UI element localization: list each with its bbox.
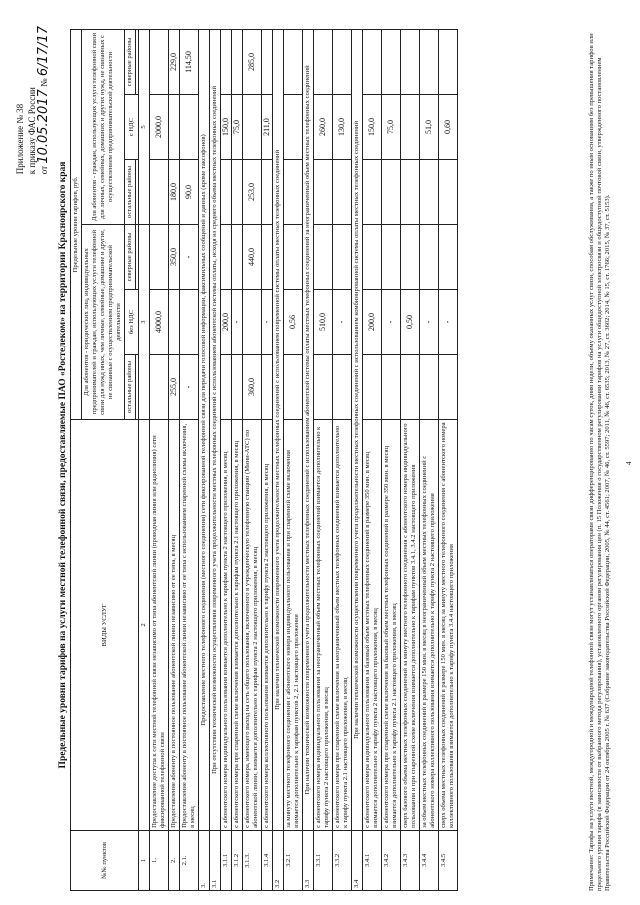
tariff-value bbox=[232, 30, 243, 95]
tariff-value bbox=[180, 290, 199, 355]
tariff-value: 360,0 bbox=[243, 355, 262, 420]
row-number: 3.2 bbox=[273, 830, 284, 890]
tariff-value bbox=[221, 30, 232, 95]
table-row bbox=[401, 30, 420, 891]
tariff-value: 130,0 bbox=[333, 95, 352, 160]
row-service: Предоставление доступа к сети местной телефонной связи независимо от типа абонентской линии (проводная линия или радиолиния) сети фиксированной телефонной связи bbox=[150, 420, 169, 831]
table-row bbox=[352, 30, 363, 891]
tariff-value bbox=[221, 160, 232, 225]
tariff-value bbox=[232, 225, 243, 290]
tariff-value bbox=[439, 225, 458, 290]
tariff-value bbox=[284, 225, 303, 290]
tariff-value bbox=[243, 290, 262, 355]
tariff-value bbox=[333, 225, 352, 290]
footnote: Примечание: Тарифы на услуги местной, междугородной и международной телефонной связи могут устанавливаться операторами связи дифференцированно по часам суток, дням недели, объему оказанных услуг связи, способам обслуживания, а также по иным основаниям без превышения тарифов или предельного уровня тарифа (в зависимости от выбранного метода регулирования), установленного органом регулирования цен (п. 15 Положения о государственном регулировании тарифов на услуги общедоступной электросвязи и общедоступной почтовой связи, утвержденного постановлением Правительства Российской Федерации от 24 октября 2005 г. № 637 (Собрание законодательства Российской Федерации, 2005, № 44, ст. 4561; 2007, № 46, ст. 5597; 2011, № 46, ст. 6535; 2013, № 27, ст. 3602; 2014, № 15, ст. 1766; 2015, № 37, ст. 5153). bbox=[588, 33, 611, 891]
tariff-value: 260,0 bbox=[314, 95, 333, 160]
tariff-value bbox=[333, 355, 352, 420]
order-line bbox=[38, 26, 50, 174]
table-row bbox=[199, 30, 210, 891]
tariff-value: - bbox=[232, 290, 243, 355]
row-service: за минуту местного телефонного соединения с абонентского номера индивидуального пользования и при спаренной схеме включения взимается дополнительно к тарифам пунктов 2, 2.1 настоящего приложения bbox=[284, 420, 303, 831]
tariff-value bbox=[150, 225, 169, 290]
tariff-value bbox=[150, 30, 169, 95]
row-number: 1. bbox=[150, 830, 169, 890]
column-index-row bbox=[139, 30, 150, 891]
row-number: 3.3 bbox=[303, 830, 314, 890]
tariff-value bbox=[262, 225, 273, 290]
tariff-value bbox=[221, 225, 232, 290]
tariff-value bbox=[401, 355, 420, 420]
tariff-value: 2000,0 bbox=[150, 95, 169, 160]
tariff-value: - bbox=[439, 290, 458, 355]
tariff-value bbox=[150, 160, 169, 225]
order-number: 6/17/17 bbox=[36, 26, 51, 77]
tariff-value: 255,0 bbox=[169, 355, 180, 420]
idx-cell: 1 bbox=[139, 830, 150, 890]
tariff-value bbox=[382, 160, 401, 225]
row-number: 3.4.5 bbox=[439, 830, 458, 890]
table-row bbox=[169, 30, 180, 891]
row-number: 3.1 bbox=[210, 830, 221, 890]
tariff-value bbox=[382, 30, 401, 95]
table-row bbox=[363, 30, 382, 891]
tariff-value bbox=[284, 355, 303, 420]
tariff-value bbox=[314, 30, 333, 95]
row-service: с абонентского номера при спаренной схеме включения за базовый объем местных телефонных соединений в размере 350 мин. в месяц взимается дополнительно к тарифу пункта 2.1 настоящего приложения, в месяц bbox=[382, 420, 401, 831]
tariff-value bbox=[363, 160, 382, 225]
tariff-value bbox=[420, 355, 439, 420]
appendix-label: Приложение № 38 bbox=[15, 103, 25, 175]
row-service: сверх объема местных телефонных соединений в размере 150 мин. в месяц за минуту местного телефонного соединения с абонентского номера коллективного пользования взимается дополнительно к тарифу пункта 3.4.4 настоящего приложения bbox=[439, 420, 458, 831]
tariff-value: - bbox=[382, 290, 401, 355]
row-number: 3.1.2 bbox=[232, 830, 243, 890]
tariff-value: - bbox=[262, 290, 273, 355]
row-service: Предоставление абоненту в постоянное пользование абонентской линии независимо от ее типа с использованием спаренной схемы включения, в месяц bbox=[180, 420, 199, 831]
tariff-value bbox=[382, 225, 401, 290]
order-from-label: от bbox=[39, 165, 49, 175]
tariff-value: 510,0 bbox=[314, 290, 333, 355]
col-sub-novat: без НДС bbox=[125, 290, 139, 355]
row-service: с абонентского номера индивидуального пользования за неограниченный объем местных телефонных соединений взимается дополнительно к тарифу пункта 2 настоящего приложения, в месяц bbox=[314, 420, 333, 831]
tariff-value bbox=[401, 225, 420, 290]
col-sub-base-b: остальные районы bbox=[125, 160, 136, 225]
tariff-value bbox=[363, 30, 382, 95]
tariff-value bbox=[420, 30, 439, 95]
tariff-value bbox=[401, 95, 420, 160]
tariff-value bbox=[401, 160, 420, 225]
tariff-value: 0,50 bbox=[401, 290, 420, 355]
tariff-value bbox=[382, 355, 401, 420]
idx-cell bbox=[139, 30, 150, 225]
tariff-value bbox=[420, 160, 439, 225]
row-service: При отсутствии технической возможности осуществления повременного учета продолжительности местных телефонных соединений с использованием абонентской системы оплаты, исходя из среднего объема местных телефонных соединений bbox=[210, 30, 221, 831]
idx-cell: 5 bbox=[140, 125, 147, 129]
row-number: 3.4 bbox=[352, 830, 363, 890]
table-row bbox=[420, 30, 439, 891]
table-row bbox=[262, 30, 273, 891]
table-row bbox=[333, 30, 352, 891]
row-number: 2.1. bbox=[180, 830, 199, 890]
tariff-value bbox=[262, 160, 273, 225]
tariff-value bbox=[262, 355, 273, 420]
row-number: 3.4.4 bbox=[420, 830, 439, 890]
row-service: с абонентского номера при спаренной схеме включения взимается дополнительно к тарифам пункта 2.1 настоящего приложения, в месяц bbox=[232, 420, 243, 831]
tariff-value: 90,0 bbox=[180, 160, 199, 225]
row-number: 3.4.1 bbox=[363, 830, 382, 890]
table-row bbox=[232, 30, 243, 891]
table-row bbox=[303, 30, 314, 891]
row-service: с абонентского номера индивидуального пользования за базовый объем местных телефонных соединений в размере 350 мин. в месяц взимается дополнительно к тарифу пункта 2 настоящего приложения, в месяц bbox=[363, 420, 382, 831]
col-header-number: №№ пунктов bbox=[71, 830, 139, 890]
table-row bbox=[273, 30, 284, 891]
row-service: с абонентского номера коллективного пользования взимается дополнительно к тарифу пункта 2 настоящего приложения, в месяц bbox=[262, 420, 273, 831]
row-number: 3.3.1 bbox=[314, 830, 333, 890]
tariff-value bbox=[232, 160, 243, 225]
tariff-value: 150,0 bbox=[221, 95, 232, 160]
tariff-value bbox=[284, 30, 303, 95]
tariff-value: 75,0 bbox=[232, 95, 243, 160]
tariff-value: 229,0 bbox=[169, 30, 180, 95]
col-sub-vat: с НДС bbox=[125, 95, 139, 160]
tariff-value bbox=[150, 355, 169, 420]
idx-cell: 3 bbox=[139, 225, 150, 420]
tariff-value bbox=[169, 95, 180, 160]
row-service: с абонентского номера, имеющего выход на сеть общего пользования, включенного в учрежденческую телефонную станцию (Мини-АТС) по абонентской линии, взимается дополнительно к тарифам пункта 2 настоящего приложения, в месяц bbox=[243, 420, 262, 831]
row-number: 3.2.1 bbox=[284, 830, 303, 890]
tariff-value bbox=[169, 290, 180, 355]
tariff-value bbox=[262, 30, 273, 95]
tariff-value bbox=[314, 225, 333, 290]
tariff-value: 350,0 bbox=[169, 225, 180, 290]
tariff-value: 4000,0 bbox=[150, 290, 169, 355]
tariff-value: 150,0 bbox=[363, 95, 382, 160]
tariff-value bbox=[314, 160, 333, 225]
tariff-value bbox=[333, 160, 352, 225]
tariff-value: - bbox=[333, 290, 352, 355]
row-number: 3.1.3. bbox=[243, 830, 262, 890]
tariff-value: - bbox=[180, 225, 199, 290]
tariff-value: 0,60 bbox=[439, 95, 458, 160]
row-service: При наличии технической возможности повременного учета продолжительности местных телефонных соединений с использованием абонентской системы оплаты местных телефонных соединений за неограниченный объем местных телефонных соединений bbox=[303, 30, 314, 831]
tariff-value bbox=[221, 355, 232, 420]
col-sub-base-a: остальные районы bbox=[125, 355, 136, 420]
tariff-value bbox=[180, 95, 199, 160]
row-number: 3.1.4 bbox=[262, 830, 273, 890]
tariff-table bbox=[70, 29, 458, 891]
row-service: При наличии технической возможности осуществления повременного учета продолжительности местных телефонных соединений с использованием комбинированной системы оплаты местных телефонных соединений bbox=[352, 30, 363, 831]
tariff-value bbox=[314, 355, 333, 420]
table-row bbox=[180, 30, 199, 891]
tariff-value bbox=[363, 225, 382, 290]
tariff-value bbox=[420, 225, 439, 290]
table-row bbox=[150, 30, 169, 891]
table-row bbox=[314, 30, 333, 891]
header-block bbox=[14, 26, 50, 174]
page-number: 4 bbox=[625, 461, 633, 465]
tariff-value: 440,0 bbox=[243, 225, 262, 290]
row-service: При наличии технической возможности повременного учета продолжительности местных телефонных соединений с использованием повременной системы оплаты местных телефонных соединений bbox=[273, 30, 284, 831]
order-date: 10.05.2017 bbox=[36, 89, 51, 164]
order-label: к приказу ФАС России bbox=[27, 87, 37, 175]
tariff-value: 180,0 bbox=[169, 160, 180, 225]
row-service: с абонентского номера индивидуального пользования взимается дополнительно к тарифам пункта 2 настоящего приложения, в месяц bbox=[221, 420, 232, 831]
row-number: 3.1.1 bbox=[221, 830, 232, 890]
tariff-value: 211,0 bbox=[262, 95, 273, 160]
row-service: за объем местных телефонных соединений в размере 150 мин. в месяц в неограниченный объем местных телефонных соединений с абонентского номера коллективного пользования взимается дополнительно к тарифу пункта 2 настоящего приложения bbox=[420, 420, 439, 831]
row-service: Предоставление абоненту в постоянное пользование абонентской линии независимо от ее типа, в месяц bbox=[169, 420, 180, 831]
col-sub-north-a: северные районы bbox=[125, 225, 136, 290]
tariff-value: 285,0 bbox=[243, 30, 262, 95]
row-number: 3.4.3 bbox=[401, 830, 420, 890]
document-title: Предельные уровни тарифов на услуги местной телефонной связи, предоставляемые ПАО «Ростелеком» на территории Красноярского края bbox=[58, 161, 68, 769]
tariff-value bbox=[439, 30, 458, 95]
tariff-value: 200,0 bbox=[363, 290, 382, 355]
tariff-value bbox=[363, 355, 382, 420]
tariff-value bbox=[243, 95, 262, 160]
tariff-value bbox=[284, 95, 303, 160]
table-row bbox=[382, 30, 401, 891]
col-group-legal: Для абонентов - юридических лиц, индивидуальных предпринимателей и граждан, использующих услуги телефонной связи для нужд иных, чем личные, семейные, домашние и другие, не связанные с осуществлением предпринимательской деятельности bbox=[82, 225, 125, 420]
tariff-value bbox=[439, 355, 458, 420]
tariff-value: - bbox=[420, 290, 439, 355]
tariff-value: 253,0 bbox=[243, 160, 262, 225]
row-service: с абонентского номера при спаренной схеме включения за неограниченный объем местных телефонных соединений взимается дополнительно к тарифу пункта 2.1 настоящего приложения, в месяц bbox=[333, 420, 352, 831]
tariff-value bbox=[284, 160, 303, 225]
table-row bbox=[243, 30, 262, 891]
row-number: 3. bbox=[199, 830, 210, 890]
table-row bbox=[284, 30, 303, 891]
tariff-value: 0,56 bbox=[284, 290, 303, 355]
tariff-value: 75,0 bbox=[382, 95, 401, 160]
order-num-label: № bbox=[39, 78, 49, 87]
tariff-value bbox=[232, 355, 243, 420]
table-row bbox=[210, 30, 221, 891]
tariff-value: - bbox=[180, 355, 199, 420]
tariff-value bbox=[439, 160, 458, 225]
table-row bbox=[221, 30, 232, 891]
row-service: Предоставление местного телефонного соединения (местного соединения) сети фиксированной телефонной связи для передачи голосовой информации, факсимильных сообщений и данных (кроме таксофонов) bbox=[199, 30, 210, 831]
tariff-value: 51,0 bbox=[420, 95, 439, 160]
row-number: 2. bbox=[169, 830, 180, 890]
col-header-services: ВИДЫ УСЛУГ bbox=[71, 420, 139, 831]
row-number: 3.3.2 bbox=[333, 830, 352, 890]
col-sub-north-b: северные районы bbox=[125, 30, 136, 95]
tariff-value bbox=[333, 30, 352, 95]
row-service: сверх базового объема местных телефонных соединений за минуту местного телефонного соединения с абонентского номера индивидуального пользования и при спаренной схеме включения взимается дополнительно к тарифам пунктов 3.4.1, 3.4.2 настоящего приложения bbox=[401, 420, 420, 831]
row-number: 3.4.2 bbox=[382, 830, 401, 890]
col-group-citizens: Для абонентов - граждан, использующих услуги телефонной связи для личных, семейных, домашних и других нужд, не связанных с осуществлением предпринимательской деятельности bbox=[82, 30, 125, 225]
tariff-value: 200,0 bbox=[221, 290, 232, 355]
idx-cell: 2 bbox=[139, 420, 150, 831]
tariff-value bbox=[401, 30, 420, 95]
table-row bbox=[439, 30, 458, 891]
tariff-value: 114,50 bbox=[180, 30, 199, 95]
col-header-tariffs: Предельные уровни тарифов, руб. bbox=[71, 30, 82, 420]
